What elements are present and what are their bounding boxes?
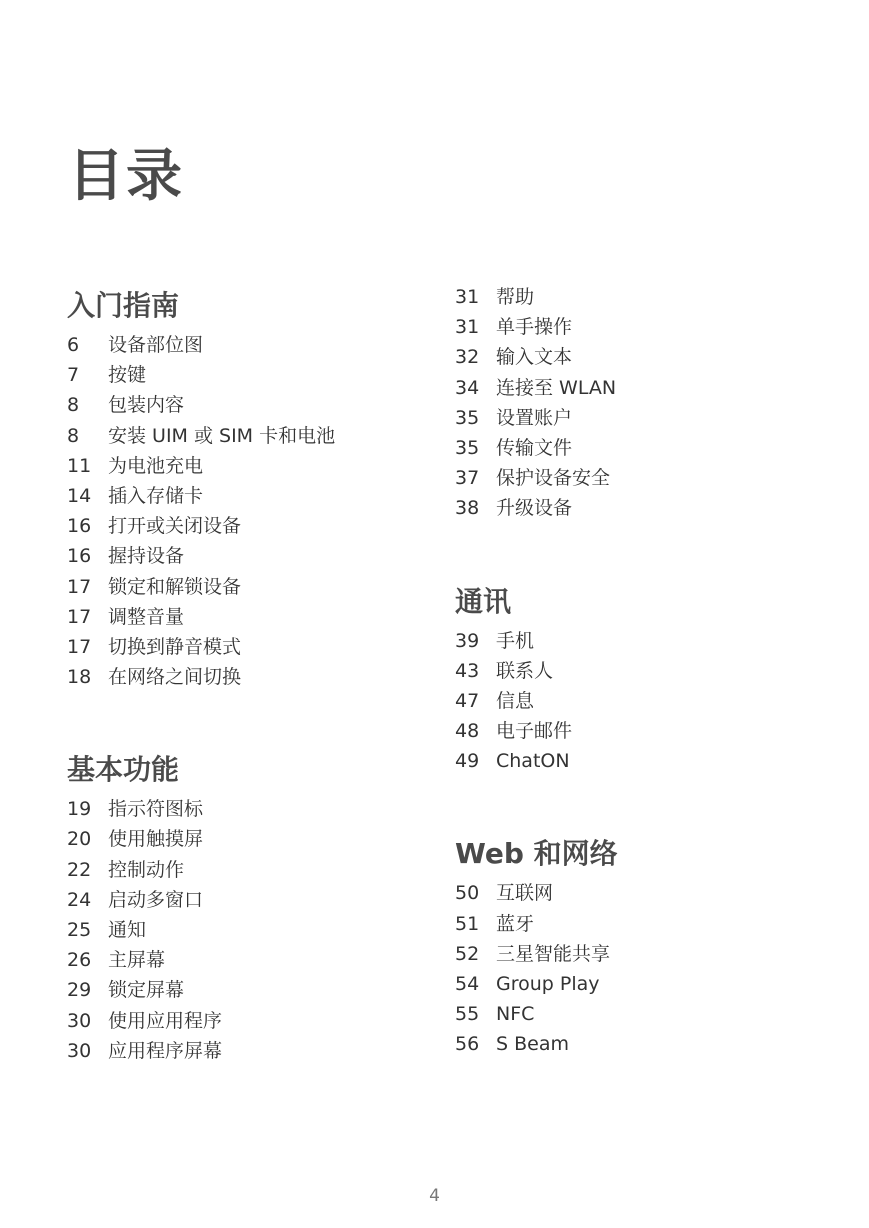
toc-entry[interactable] xyxy=(455,999,835,1029)
entry-label: 蓝牙 xyxy=(496,912,535,935)
entry-page-number: 16 xyxy=(67,545,92,568)
toc-entry[interactable] xyxy=(67,390,447,420)
entry-page-number: 6 xyxy=(67,334,80,356)
toc-section-basics xyxy=(67,750,447,1066)
entry-label: 联系人 xyxy=(496,659,554,682)
entry-list xyxy=(67,330,447,692)
entry-label: 握持设备 xyxy=(108,545,185,568)
toc-entry[interactable] xyxy=(67,360,447,390)
toc-entry[interactable] xyxy=(455,1029,835,1059)
entry-page-number: 18 xyxy=(67,666,92,689)
entry-label: 按键 xyxy=(108,364,147,387)
entry-label: 保护设备安全 xyxy=(496,467,611,490)
toc-entry[interactable] xyxy=(455,686,835,716)
entry-label: 帮助 xyxy=(496,286,535,308)
entry-list xyxy=(455,626,835,777)
entry-page-number: 24 xyxy=(67,888,92,911)
page-title: 目录 xyxy=(68,143,184,209)
entry-page-number: 48 xyxy=(455,720,480,743)
page-number: 4 xyxy=(429,1186,440,1206)
entry-page-number: 22 xyxy=(67,858,92,881)
entry-label: 包装内容 xyxy=(108,394,185,417)
entry-page-number: 52 xyxy=(455,942,480,965)
entry-label: 启动多窗口 xyxy=(108,888,204,911)
entry-label: 三星智能共享 xyxy=(496,942,611,965)
entry-label: 切换到静音模式 xyxy=(108,635,242,658)
entry-label: S Beam xyxy=(496,1033,569,1056)
toc-entry[interactable] xyxy=(455,746,835,776)
entry-label: 控制动作 xyxy=(108,858,185,881)
section-heading: 入门指南 xyxy=(67,289,180,322)
entry-label: 锁定屏幕 xyxy=(108,979,185,1002)
entry-page-number: 19 xyxy=(67,798,92,821)
entry-page-number: 31 xyxy=(455,316,480,339)
entry-label: 手机 xyxy=(496,629,535,652)
toc-entry[interactable] xyxy=(67,1006,447,1036)
entry-label: 使用触摸屏 xyxy=(108,828,204,851)
entry-page-number: 39 xyxy=(455,629,480,652)
entry-label: 使用应用程序 xyxy=(108,1009,223,1032)
entry-label: 升级设备 xyxy=(496,497,573,520)
entry-page-number: 7 xyxy=(67,364,80,387)
toc-entry[interactable] xyxy=(67,945,447,975)
toc-section-web-network xyxy=(455,834,835,1059)
toc-entry[interactable] xyxy=(455,312,835,342)
toc-entry[interactable] xyxy=(67,481,447,511)
entry-page-number: 8 xyxy=(67,424,80,447)
entry-page-number: 34 xyxy=(455,376,480,399)
toc-entry[interactable] xyxy=(67,975,447,1005)
entry-page-number: 30 xyxy=(67,1039,92,1062)
toc-entry[interactable] xyxy=(455,282,835,312)
toc-entry[interactable] xyxy=(67,572,447,602)
toc-entry[interactable] xyxy=(67,602,447,632)
entry-label: 信息 xyxy=(496,689,535,712)
entry-page-number: 30 xyxy=(67,1009,92,1032)
toc-entry[interactable] xyxy=(455,656,835,686)
entry-page-number: 51 xyxy=(455,912,480,935)
entry-list xyxy=(67,794,447,1066)
toc-entry[interactable] xyxy=(67,632,447,662)
entry-label: 打开或关闭设备 xyxy=(108,515,242,538)
toc-entry[interactable] xyxy=(67,824,447,854)
entry-page-number: 14 xyxy=(67,484,92,507)
toc-section-communication xyxy=(455,582,835,777)
toc-entry[interactable] xyxy=(455,463,835,493)
entry-page-number: 37 xyxy=(455,467,480,490)
entry-page-number: 43 xyxy=(455,659,480,682)
entry-page-number: 8 xyxy=(67,394,80,417)
section-heading: 基本功能 xyxy=(67,753,180,787)
entry-label: 锁定和解锁设备 xyxy=(108,575,242,598)
toc-entry[interactable] xyxy=(67,511,447,541)
entry-label: 互联网 xyxy=(496,882,554,905)
entry-page-number: 20 xyxy=(67,828,92,851)
toc-column-left xyxy=(67,286,447,1066)
entry-page-number: 11 xyxy=(67,454,92,477)
toc-entry[interactable] xyxy=(455,878,835,908)
entry-label: 调整音量 xyxy=(108,605,185,628)
entry-label: 在网络之间切换 xyxy=(108,666,242,689)
entry-page-number: 54 xyxy=(455,973,480,995)
toc-entry[interactable] xyxy=(455,716,835,746)
entry-label: 插入存储卡 xyxy=(108,484,204,507)
toc-entry[interactable] xyxy=(455,626,835,656)
entry-page-number: 35 xyxy=(455,406,480,429)
toc-entry[interactable] xyxy=(67,451,447,481)
section-spacer xyxy=(455,524,835,582)
toc-entry[interactable] xyxy=(455,433,835,463)
entry-page-number: 56 xyxy=(455,1033,480,1056)
entry-label: 电子邮件 xyxy=(496,720,573,743)
section-heading: 通讯 xyxy=(455,584,512,618)
entry-page-number: 29 xyxy=(67,979,92,1002)
entry-label: NFC xyxy=(496,1003,535,1026)
toc-section-continued xyxy=(455,282,835,524)
entry-page-number: 55 xyxy=(455,1003,480,1026)
entry-page-number: 17 xyxy=(67,575,92,598)
entry-page-number: 25 xyxy=(67,919,92,941)
section-spacer xyxy=(455,776,835,834)
section-heading: Web 和网络 xyxy=(455,837,618,871)
toc-entry[interactable] xyxy=(455,493,835,523)
toc-section-getting-started xyxy=(67,286,447,692)
toc-entry[interactable] xyxy=(67,1036,447,1066)
entry-page-number: 16 xyxy=(67,515,92,538)
toc-entry[interactable] xyxy=(67,885,447,915)
toc-entry[interactable] xyxy=(455,373,835,403)
toc-entry[interactable] xyxy=(455,939,835,969)
toc-entry[interactable] xyxy=(67,421,447,451)
entry-label: 主屏幕 xyxy=(108,949,166,972)
entry-label: 设置账户 xyxy=(496,406,573,429)
entry-page-number: 49 xyxy=(455,750,480,773)
entry-page-number: 35 xyxy=(455,436,480,459)
entry-page-number: 17 xyxy=(67,605,92,628)
entry-label: 传输文件 xyxy=(496,436,573,459)
section-spacer xyxy=(67,692,447,750)
entry-page-number: 17 xyxy=(67,635,92,658)
toc-entry[interactable] xyxy=(67,662,447,692)
entry-page-number: 50 xyxy=(455,882,480,905)
entry-list xyxy=(455,878,835,1059)
toc-column-right xyxy=(455,282,835,1060)
entry-label: 单手操作 xyxy=(496,316,573,339)
entry-label: 设备部位图 xyxy=(108,334,204,356)
entry-label: 安装 UIM 或 SIM 卡和电池 xyxy=(108,424,336,447)
entry-label: 输入文本 xyxy=(496,346,573,369)
toc-entry[interactable] xyxy=(67,330,447,360)
entry-page-number: 38 xyxy=(455,497,480,520)
entry-page-number: 31 xyxy=(455,286,480,308)
toc-entry[interactable] xyxy=(455,909,835,939)
entry-label: Group Play xyxy=(496,973,600,995)
toc-entry[interactable] xyxy=(67,541,447,571)
toc-entry[interactable] xyxy=(455,342,835,372)
entry-list xyxy=(455,282,835,524)
entry-page-number: 26 xyxy=(67,949,92,972)
entry-label: 为电池充电 xyxy=(108,454,204,477)
entry-label: ChatON xyxy=(496,750,570,773)
entry-label: 指示符图标 xyxy=(108,798,204,821)
entry-label: 应用程序屏幕 xyxy=(108,1039,223,1062)
entry-label: 通知 xyxy=(108,919,147,941)
entry-label: 连接至 WLAN xyxy=(496,376,617,399)
entry-page-number: 32 xyxy=(455,346,480,369)
toc-entry[interactable] xyxy=(67,794,447,824)
entry-page-number: 47 xyxy=(455,689,480,712)
toc-entry[interactable] xyxy=(67,855,447,885)
toc-entry[interactable] xyxy=(67,915,447,945)
toc-entry[interactable] xyxy=(455,969,835,999)
toc-entry[interactable] xyxy=(455,403,835,433)
